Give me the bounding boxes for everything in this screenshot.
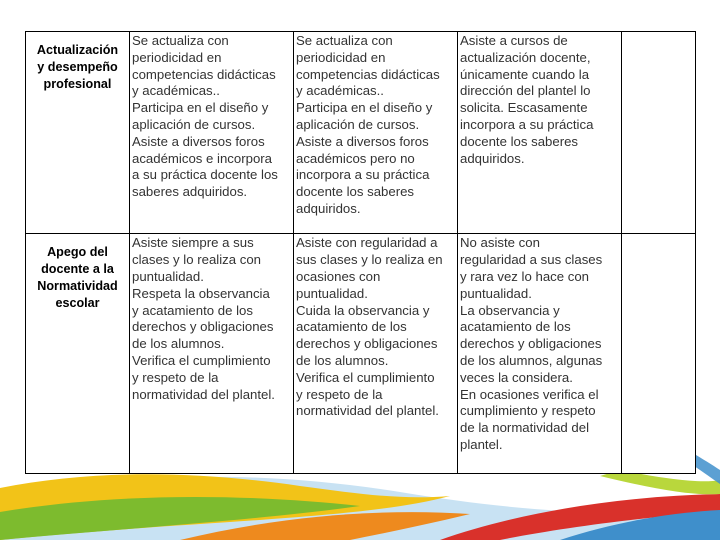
level-description-line: académicos pero no — [296, 150, 415, 166]
level-description-line: docente los saberes — [296, 184, 415, 200]
level-description-line: Cuida la observancia y — [296, 302, 430, 318]
level-description-line: acatamiento de los — [296, 319, 407, 335]
level-description-line: puntualidad. — [460, 285, 532, 301]
level-description-line: saberes adquiridos. — [132, 184, 248, 200]
criterion-label-line: Actualización — [36, 43, 119, 57]
level-description-line: de la normatividad del — [460, 420, 590, 436]
level-description-line: veces la considera. — [460, 369, 573, 385]
rubric-row — [26, 234, 696, 474]
level-description-line: solicita. Escasamente — [460, 100, 588, 116]
level-description-line: Asiste a diversos foros — [132, 133, 265, 149]
level-description-line: cumplimiento y respeto — [460, 403, 596, 419]
level-description-line: y respeto de la — [296, 386, 383, 402]
level-description-line: adquiridos. — [296, 200, 361, 216]
criterion-label — [26, 32, 130, 234]
level-description-line: únicamente cuando la — [460, 66, 590, 82]
level-description-line: acatamiento de los — [460, 319, 571, 335]
level-description-line: No asiste con — [460, 235, 540, 251]
level-description-line: derechos y obligaciones — [296, 336, 438, 352]
level-description — [130, 234, 294, 474]
level-description-line: Asiste siempre a sus — [132, 235, 254, 251]
level-description-line: competencias didácticas — [296, 66, 440, 82]
level-description-line: aplicación de cursos. — [132, 116, 256, 132]
level-description-line: normatividad del plantel. — [132, 386, 275, 402]
criterion-label — [26, 234, 130, 474]
level-description-line: aplicación de cursos. — [296, 116, 420, 132]
level-description-line: dirección del plantel lo — [460, 83, 591, 99]
level-description-line: adquiridos. — [460, 150, 525, 166]
criterion-label-line: docente a la — [41, 262, 114, 277]
level-description-line: regularidad a sus clases — [460, 252, 603, 268]
criterion-label-line: profesional — [43, 76, 112, 91]
level-description-line: incorpora a su práctica — [460, 116, 594, 132]
level-description-line: periodicidad en — [132, 49, 222, 65]
level-description-line: de los alumnos, algunas — [460, 353, 603, 369]
level-description-line: derechos y obligaciones — [460, 336, 602, 352]
empty-cell — [622, 32, 696, 234]
level-description-line: de los alumnos. — [132, 336, 225, 352]
level-description-line: Asiste con regularidad a — [296, 235, 438, 251]
level-description-line: ocasiones con — [296, 269, 381, 285]
level-description-line: Asiste a cursos de — [460, 33, 568, 48]
level-description-line: y académicas.. — [296, 83, 384, 99]
level-description — [294, 234, 458, 474]
level-description-line: docente los saberes — [460, 133, 579, 149]
rubric-table — [25, 31, 696, 474]
criterion-label-line: Normatividad — [37, 279, 118, 294]
level-description-line: Participa en el diseño y — [132, 100, 269, 116]
level-description — [294, 32, 458, 234]
level-description-line: Verifica el cumplimiento — [296, 369, 435, 385]
level-description-line: Se actualiza con — [296, 33, 393, 48]
level-description-line: puntualidad. — [132, 269, 204, 285]
level-description-line: periodicidad en — [296, 49, 386, 65]
level-description-line: Se actualiza con — [132, 33, 229, 48]
level-description-line: actualización docente, — [460, 49, 591, 65]
rubric-body — [26, 32, 696, 474]
level-description-line: y respeto de la — [132, 369, 219, 385]
empty-cell — [622, 234, 696, 474]
level-description-line: y académicas.. — [132, 83, 220, 99]
level-description — [458, 32, 622, 234]
level-description-line: y acatamiento de los — [132, 302, 253, 318]
level-description-line: plantel. — [460, 437, 503, 453]
level-description-line: En ocasiones verifica el — [460, 386, 599, 402]
criterion-label-line: escolar — [55, 295, 100, 310]
level-description-line: Verifica el cumplimiento — [132, 353, 271, 369]
level-description-line: puntualidad. — [296, 285, 368, 301]
level-description-line: clases y lo realiza con — [132, 252, 262, 268]
level-description-line: Respeta la observancia — [132, 285, 270, 301]
level-description — [458, 234, 622, 474]
level-description-line: incorpora a su práctica — [296, 167, 430, 183]
level-description-line: y rara vez lo hace con — [460, 269, 590, 285]
level-description-line: Asiste a diversos foros — [296, 133, 429, 149]
level-description-line: normatividad del plantel. — [296, 403, 439, 419]
level-description — [130, 32, 294, 234]
level-description-line: La observancia y — [460, 302, 560, 318]
level-description-line: competencias didácticas — [132, 66, 276, 82]
level-description-line: académicos e incorpora — [132, 150, 273, 166]
level-description-line: de los alumnos. — [296, 353, 389, 369]
criterion-label-line: y desempeño — [37, 59, 118, 74]
level-description-line: a su práctica docente los — [132, 167, 278, 183]
rubric-row — [26, 32, 696, 234]
level-description-line: sus clases y lo realiza en — [296, 252, 443, 268]
level-description-line: derechos y obligaciones — [132, 319, 274, 335]
level-description-line: Participa en el diseño y — [296, 100, 433, 116]
criterion-label-line: Apego del — [47, 245, 108, 260]
